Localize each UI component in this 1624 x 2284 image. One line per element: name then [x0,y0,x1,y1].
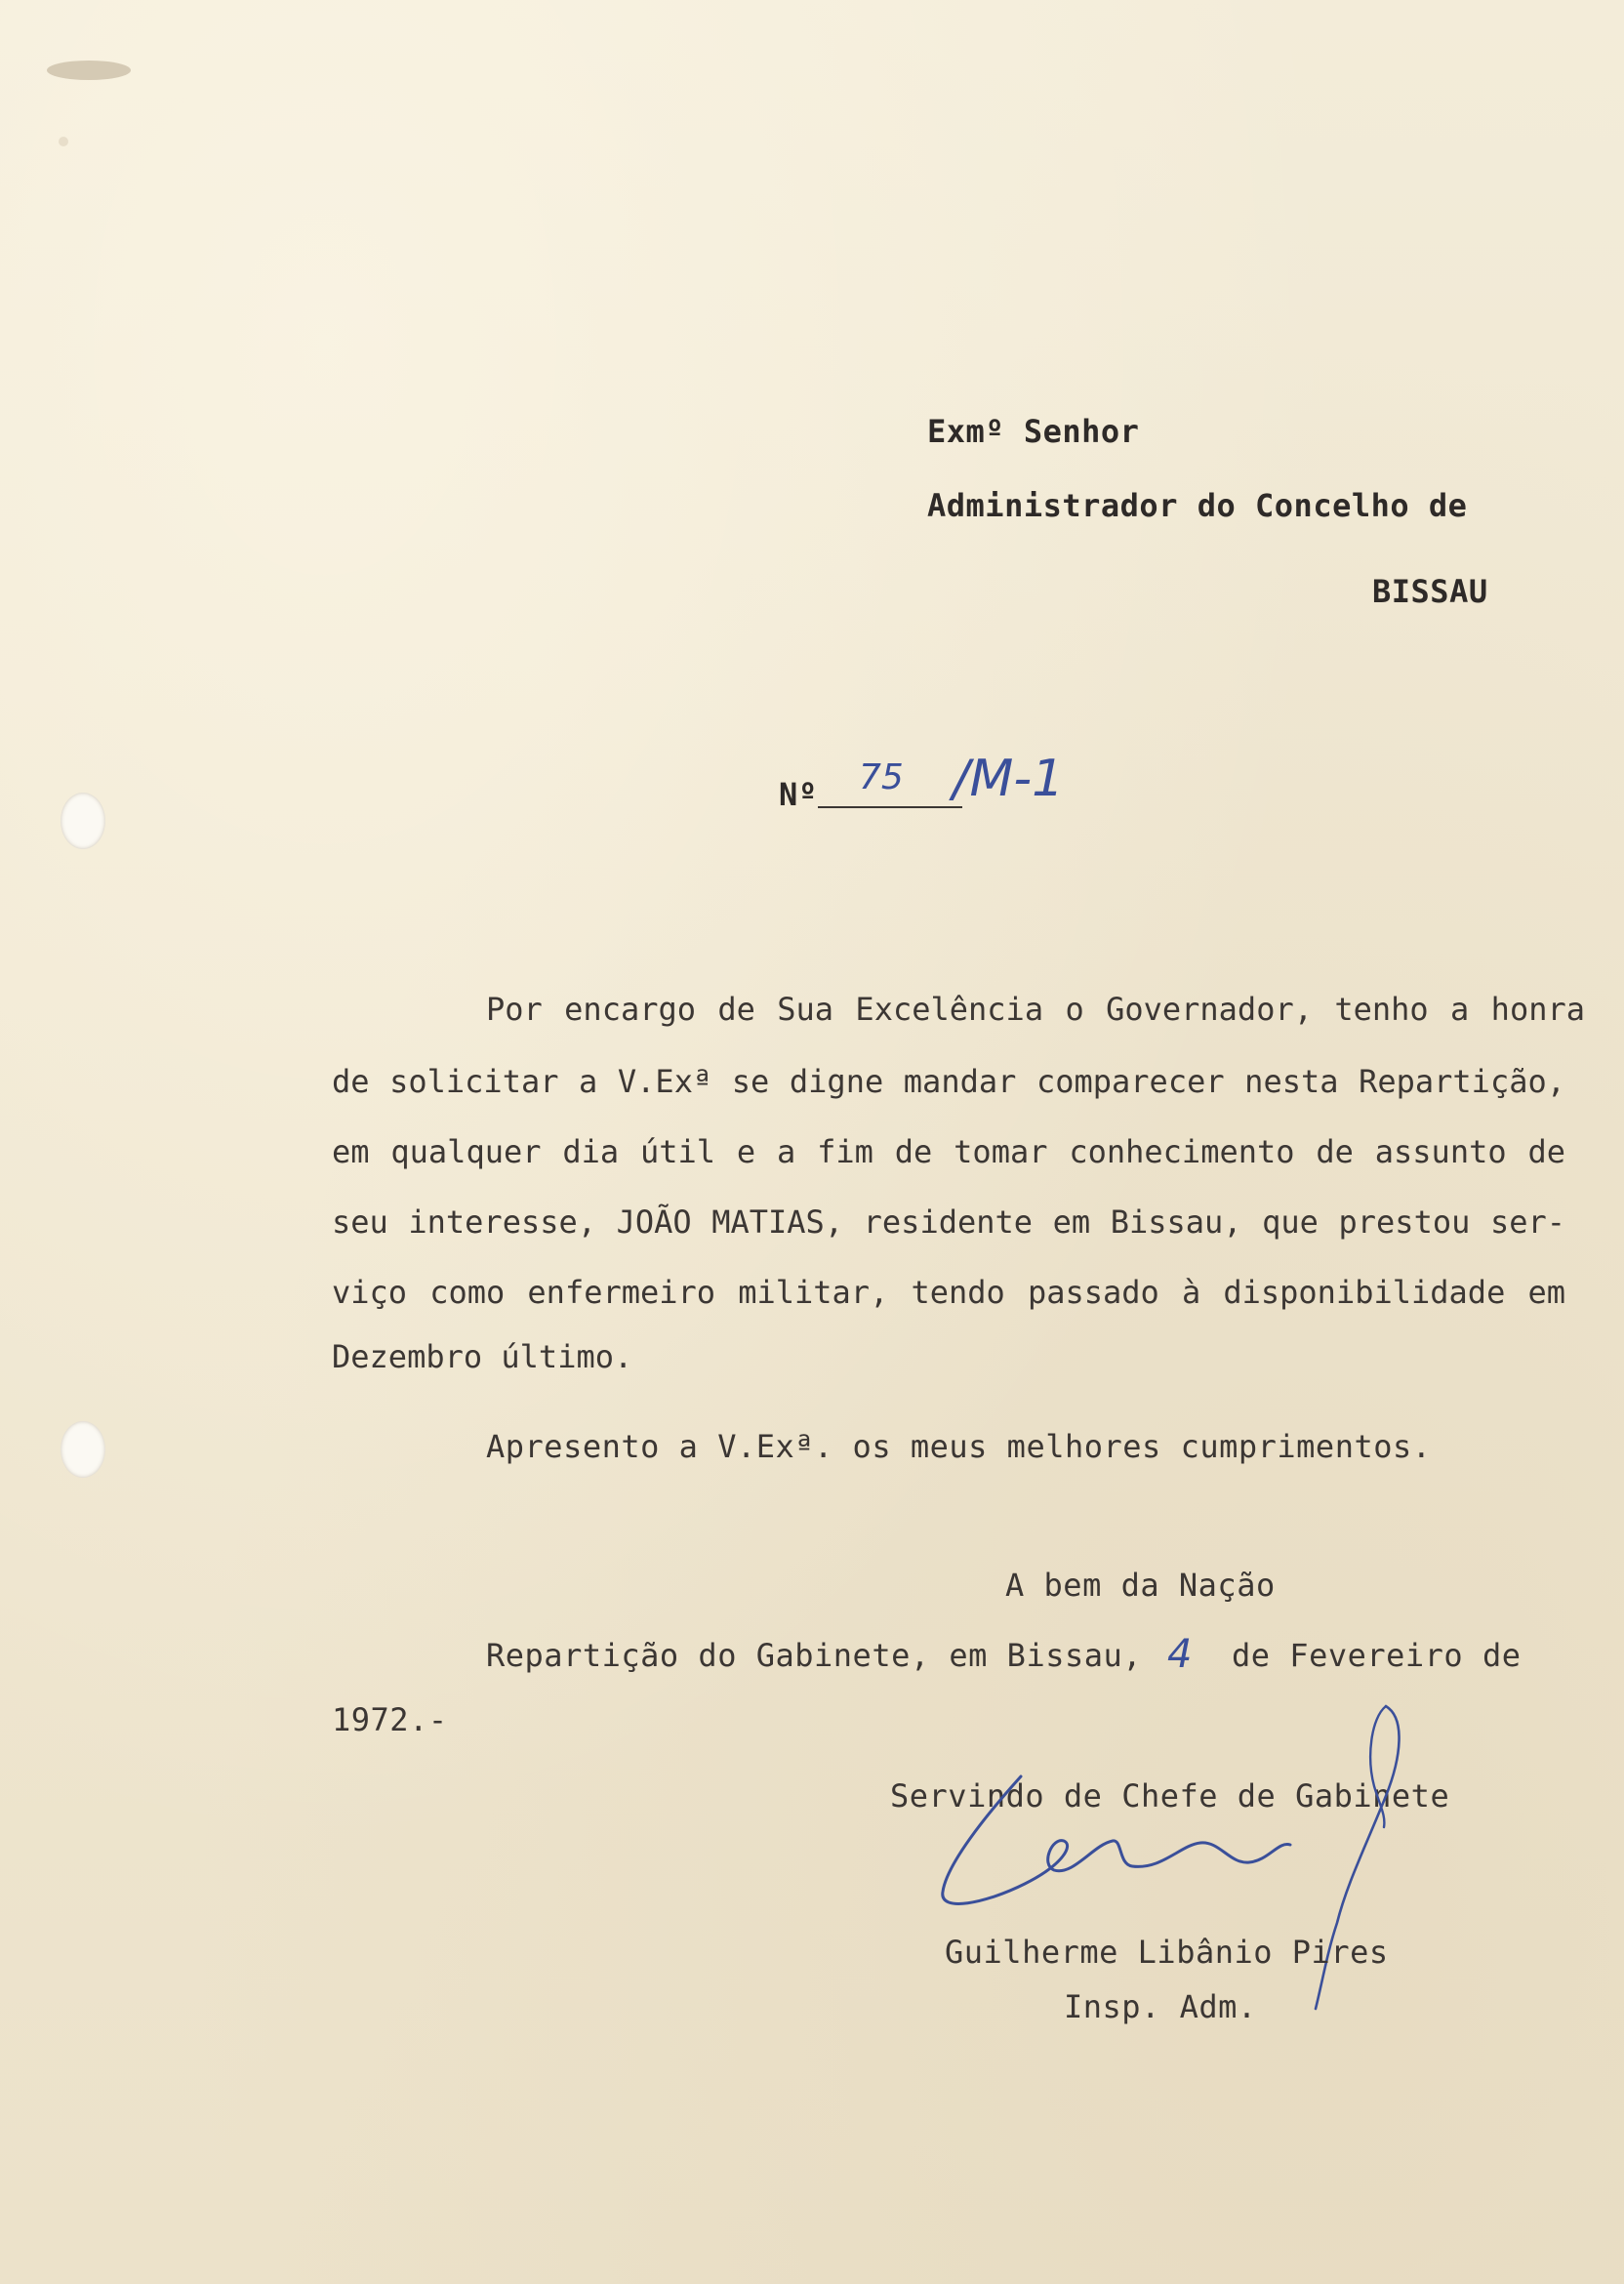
body-line: viço como enfermeiro militar, tendo passado à disponibilidade em [332,1274,1565,1311]
paper-stain [47,61,131,80]
body-line: Por encargo de Sua Excelência o Governador, tenho a honra [486,991,1585,1028]
recipient-salutation: Exmº Senhor [927,413,1140,450]
body-line: seu interesse, JOÃO MATIAS, residente em Bissau, que prestou ser- [332,1203,1565,1241]
closing-motto: A bem da Nação [1005,1567,1276,1604]
body-line: Dezembro último. [332,1338,633,1375]
body-line: de solicitar a V.Exª se digne mandar comparecer nesta Repartição, [332,1063,1565,1100]
date-year: 1972.- [332,1701,448,1738]
reference-prefix: Nº [779,776,818,813]
recipient-place: BISSAU [1372,573,1488,610]
signatory-name: Guilherme Libânio Pires [945,1934,1389,1971]
signatory-rank: Insp. Adm. [1064,1988,1257,2025]
date-month-year: de Fevereiro de [1232,1637,1522,1674]
closing-greeting: Apresento a V.Exª. os meus melhores cumprimentos. [486,1428,1432,1465]
punch-hole-top [61,793,105,849]
signature-role: Servindo de Chefe de Gabinete [890,1777,1450,1815]
reference-suffix-handwritten: /M-1 [953,750,1065,808]
recipient-title: Administrador do Concelho de [927,487,1468,524]
reference-number-line [818,806,962,808]
paper-stain [59,137,68,146]
body-line: em qualquer dia útil e a fim de tomar conhecimento de assunto de [332,1133,1565,1170]
place-date-prefix: Repartição do Gabinete, em Bissau, [486,1637,1143,1674]
date-day-handwritten: 4 [1167,1632,1193,1677]
reference-number-handwritten: 75 [859,757,904,797]
punch-hole-bottom [61,1421,105,1478]
